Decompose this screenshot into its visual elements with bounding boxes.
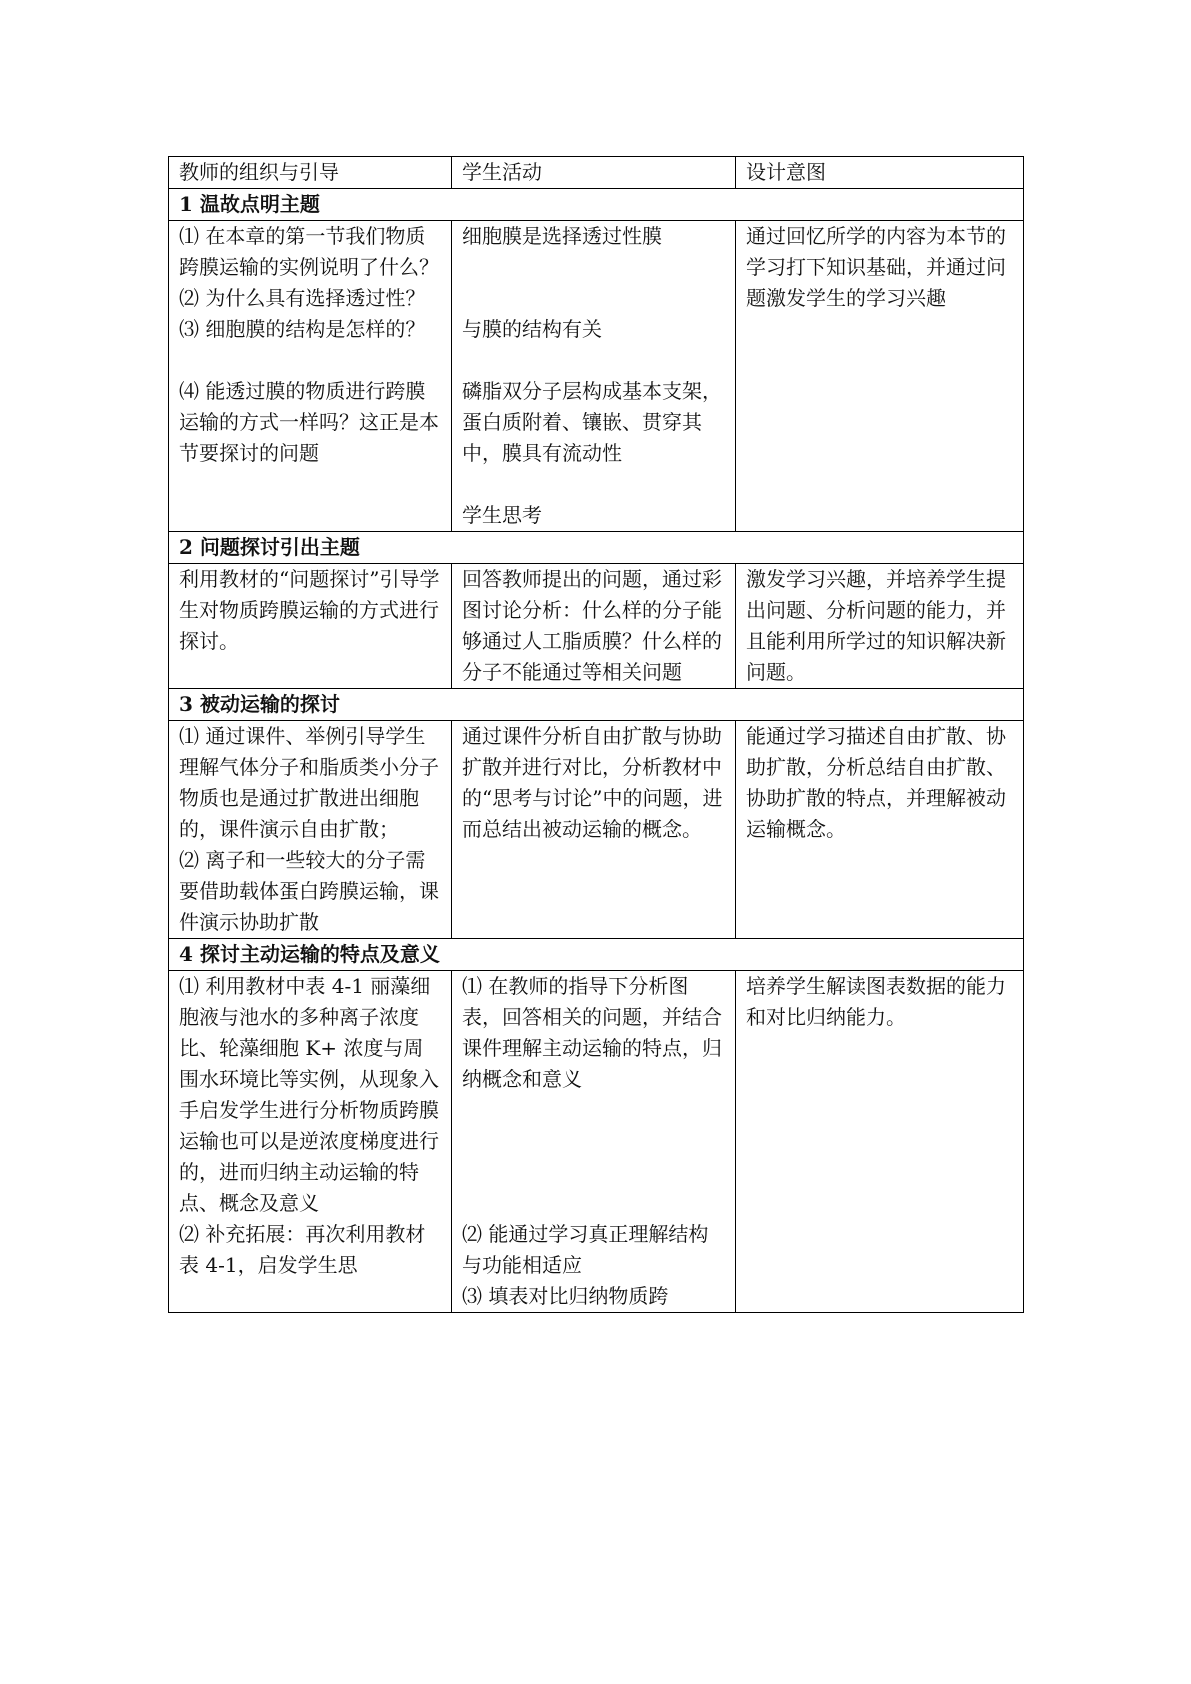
- section-content-row: [169, 564, 1024, 689]
- teacher-item: ⑷ 能透过膜的物质进行跨膜运输的方式一样吗？这正是本节要探讨的问题: [179, 379, 439, 465]
- student-item: 通过课件分析自由扩散与协助扩散并进行对比，分析教材中的“思考与讨论”中的问题，进而总结出被动运输的概念。: [462, 724, 723, 841]
- student-cell: [452, 721, 736, 939]
- teacher-item: ⑴ 利用教材中表 4-1 丽藻细胞液与池水的多种离子浓度比、轮藻细胞 K+ 浓度与周围水环境比等实例，从现象入手启发学生进行分析物质跨膜运输也可以是逆浓度梯度进行的，进而归纳主动运输的特点、概念及意义: [179, 974, 439, 1215]
- section-title: 4 探讨主动运输的特点及意义: [169, 939, 1024, 971]
- spacer: [462, 1095, 727, 1219]
- section-title-row: [169, 189, 1024, 221]
- section-title-row: [169, 939, 1024, 971]
- teacher-cell: [169, 564, 452, 689]
- teacher-item: 利用教材的“问题探讨”引导学生对物质跨膜运输的方式进行探讨。: [179, 567, 440, 653]
- teacher-cell: [169, 971, 452, 1313]
- header-student: 学生活动: [452, 157, 736, 189]
- intent-item: 能通过学习描述自由扩散、协助扩散，分析总结自由扩散、协助扩散的特点，并理解被动运输概念。: [746, 724, 1006, 841]
- spacer: [462, 252, 727, 314]
- intent-item: 培养学生解读图表数据的能力和对比归纳能力。: [746, 974, 1006, 1029]
- section-title: 3 被动运输的探讨: [169, 689, 1024, 721]
- spacer: [179, 345, 443, 376]
- intent-cell: [736, 721, 1024, 939]
- student-item: 与膜的结构有关: [462, 317, 602, 341]
- section-content-row: [169, 971, 1024, 1313]
- student-item: 回答教师提出的问题，通过彩图讨论分析：什么样的分子能够通过人工脂质膜？什么样的分子不能通过等相关问题: [462, 567, 722, 684]
- section-title-row: [169, 689, 1024, 721]
- section-content-row: [169, 221, 1024, 532]
- section-title: 2 问题探讨引出主题: [169, 532, 1024, 564]
- lesson-plan-table: [168, 156, 1024, 1313]
- intent-cell: [736, 221, 1024, 532]
- teacher-item: ⑴ 通过课件、举例引导学生理解气体分子和脂质类小分子物质也是通过扩散进出细胞的，课件演示自由扩散；: [179, 724, 439, 841]
- student-item: ⑴ 在教师的指导下分析图表，回答相关的问题，并结合课件理解主动运输的特点，归纳概念和意义: [462, 974, 722, 1091]
- header-intent: 设计意图: [736, 157, 1024, 189]
- header-row: [169, 157, 1024, 189]
- student-cell: [452, 221, 736, 532]
- teacher-item: ⑴ 在本章的第一节我们物质跨膜运输的实例说明了什么？: [179, 224, 439, 279]
- teacher-item: ⑵ 为什么具有选择透过性？: [179, 286, 426, 310]
- student-item: 学生思考: [462, 503, 542, 527]
- student-item: 细胞膜是选择透过性膜: [462, 224, 662, 248]
- intent-cell: [736, 971, 1024, 1313]
- student-cell: [452, 971, 736, 1313]
- header-teacher: 教师的组织与引导: [169, 157, 452, 189]
- intent-item: 激发学习兴趣，并培养学生提出问题、分析问题的能力，并且能利用所学过的知识解决新问题。: [746, 567, 1006, 684]
- section-title-row: [169, 532, 1024, 564]
- student-cell: [452, 564, 736, 689]
- spacer: [462, 469, 727, 500]
- teacher-cell: [169, 721, 452, 939]
- section-content-row: [169, 721, 1024, 939]
- intent-cell: [736, 564, 1024, 689]
- teacher-item: ⑵ 离子和一些较大的分子需要借助载体蛋白跨膜运输，课件演示协助扩散: [179, 848, 439, 934]
- teacher-cell: [169, 221, 452, 532]
- section-title: 1 温故点明主题: [169, 189, 1024, 221]
- teacher-item: ⑵ 补充拓展：再次利用教材表 4-1，启发学生思: [179, 1222, 426, 1277]
- intent-item: 通过回忆所学的内容为本节的学习打下知识基础，并通过问题激发学生的学习兴趣: [746, 224, 1006, 310]
- student-item: ⑶ 填表对比归纳物质跨: [462, 1284, 669, 1308]
- teacher-item: ⑶ 细胞膜的结构是怎样的？: [179, 317, 426, 341]
- spacer: [462, 345, 727, 376]
- student-item: 磷脂双分子层构成基本支架，蛋白质附着、镶嵌、贯穿其中，膜具有流动性: [462, 379, 722, 465]
- student-item: ⑵ 能通过学习真正理解结构与功能相适应: [462, 1222, 709, 1277]
